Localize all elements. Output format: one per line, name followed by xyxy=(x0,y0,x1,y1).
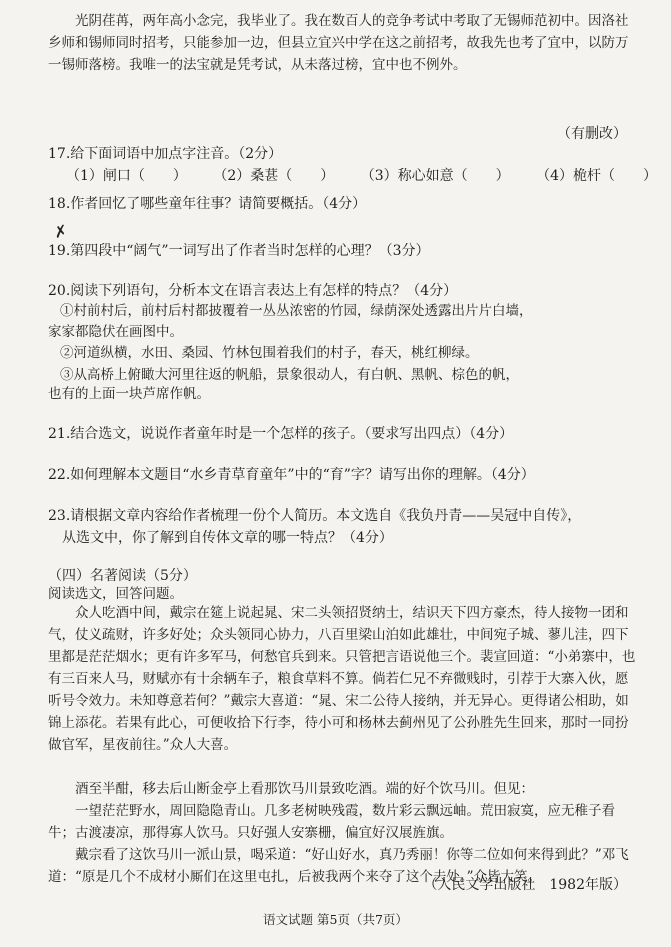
q20-item-3-cont: 也有的上面一块芦席作帆。 xyxy=(48,386,210,402)
source-note: （有删改） xyxy=(557,126,627,142)
publisher-source: （人民文学出版社 1982年版） xyxy=(423,877,627,893)
question-17: 17.给下面词语中加点字注音。（2分） xyxy=(48,146,283,162)
novel-paragraph-1: 众人吃酒中间，戴宗在筵上说起晁、宋二头领招贤纳士，结识天下四方豪杰，待人接物一团和气，仗义疏财，许多好处；众头领同心协力，八百里梁山泊如此雄壮，中间宛子城、蓼儿洼，四下里都是茫茫烟水；更有许多军马，何愁官兵到来。只管把言语说他三个。裴宣回道：“小弟寨中，也有三百来人马，财赋亦有十余辆车子，粮食草料不算。倘若仁兄不弃微贱时，引荐于大寨入伙，愿听号令效力。未知尊意若何？”戴宗大喜道：“晁、宋二公待人接纳，并无异心。更得诸公相助，如锦上添花。若果有此心，可便收拾下行李，待小可和杨林去蓟州见了公孙胜先生回来，那时一同扮做官军，星夜前往。”众人大喜。 xyxy=(48,605,636,753)
question-20: 20.阅读下列语句，分析本文在语言表达上有怎样的特点？（4分） xyxy=(48,283,458,299)
q17-option-1: （1）闸口（ ） xyxy=(66,168,187,184)
q20-item-1: ①村前村后，前村后村都披覆着一丛丛浓密的竹园，绿荫深处透露出片片白墙， xyxy=(60,303,533,319)
section-4-heading: （四）名著阅读（5分） xyxy=(48,568,197,584)
q20-item-3: ③从高桥上俯瞰大河里往返的帆船，景象很动人，有白帆、黑帆、棕色的帆， xyxy=(60,367,519,383)
q17-option-3: （3）称心如意（ ） xyxy=(360,168,510,184)
novel-paragraph-2: 酒至半酣，移去后山断金亭上看那饮马川景致吃酒。端的好个饮马川。但见： xyxy=(75,781,534,797)
question-18: 18.作者回忆了哪些童年往事？请简要概括。（4分） xyxy=(48,196,367,212)
question-23-line-1: 23.请根据文章内容给作者梳理一份个人简历。本文选自《我负丹青——吴冠中自传》， xyxy=(48,508,582,524)
page-footer: 语文试题 第5页（共7页） xyxy=(263,912,408,927)
question-19: 19.第四段中“阔气”一词写出了作者当时怎样的心理？（3分） xyxy=(48,243,430,259)
question-21: 21.结合选文，说说作者童年时是一个怎样的孩子。（要求写出四点）（4分） xyxy=(48,426,514,442)
section-4-instruction: 阅读选文，回答问题。 xyxy=(48,586,183,602)
passage-top: 光阴荏苒，两年高小念完，我毕业了。我在数百人的竞争考试中考取了无锡师范初中。因洛社乡师和锡师同时招考，只能参加一边，但县立宜兴中学在这之前招考，故我先也考了宜中，以防万一锡师落榜。我唯一的法宝就是凭考试，从未落过榜，宜中也不例外。 xyxy=(48,13,629,73)
question-23-line-2: 从选文中，你了解到自传体文章的哪一特点？（4分） xyxy=(62,530,393,546)
novel-paragraph-4: 戴宗看了这饮马川一派山景，喝采道：“好山好水，真乃秀丽！你等二位如何来得到此？”邓飞道：“原是几个不成材小厮们在这里屯扎，后被我两个来夺了这个去处。”众皆大笑。 xyxy=(48,847,629,885)
question-17-options xyxy=(66,165,671,185)
handwritten-mark: ✗ xyxy=(52,220,70,243)
q17-option-4: （4）桅杆（ ） xyxy=(536,168,658,184)
question-22: 22.如何理解本文题目“水乡青草育童年”中的“育”字？请写出你的理解。（4分） xyxy=(48,467,535,483)
q20-item-2: ②河道纵横，水田、桑园、竹林包围着我们的村子，春天，桃红柳绿。 xyxy=(60,345,479,361)
q20-item-1-cont: 家家都隐伏在画图中。 xyxy=(48,324,183,340)
novel-paragraph-3: 一望茫茫野水，周回隐隐青山。几多老树映残霞，数片彩云飘远岫。荒田寂寞，应无稚子看牛；古渡凄凉，那得寡人饮马。只好强人安寨栅，偏宜好汉展旌旗。 xyxy=(48,803,615,841)
q17-option-2: （2）桑葚（ ） xyxy=(213,168,335,184)
